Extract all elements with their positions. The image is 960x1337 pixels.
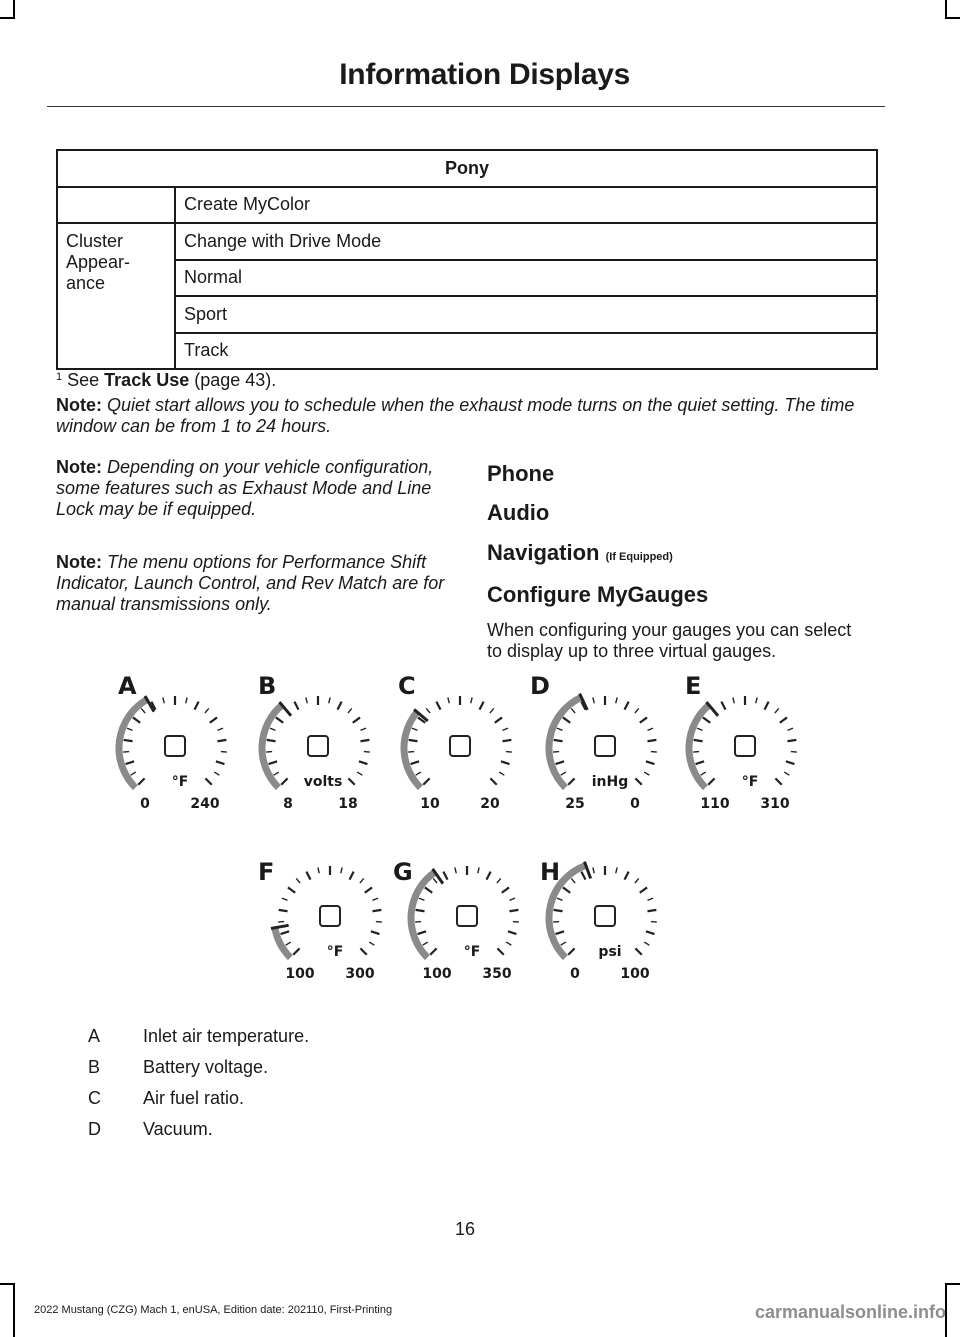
section-configure-mygauges: Configure MyGauges [487,582,709,607]
gauge-tick [780,717,787,722]
gauge-tick [557,898,563,900]
legend-key: B [88,1057,101,1077]
gauge-tick [369,942,374,945]
gauge-tick [276,717,283,722]
gauge-tick [267,740,276,741]
gauge-tick [487,872,491,880]
table-row: Sport [175,296,877,333]
gauge-center-icon [320,906,340,926]
legend-item [88,1026,309,1047]
gauge-tick [210,717,217,722]
note-label: Note: [56,552,102,572]
gauge-min-label: 110 [700,796,730,812]
page-number: 16 [455,1219,476,1239]
gauge-tick [497,878,501,883]
gauge-center-icon [735,736,755,756]
legend-text: Vacuum. [143,1119,213,1139]
navigation-label: Navigation [487,540,600,565]
gauge-tick [775,778,781,784]
gauge-tick [554,740,563,741]
gauge-tick [126,761,135,764]
watermark: carmanualsonline.info [754,1302,946,1322]
section-phone: Phone [487,461,555,486]
gauge-tick [436,702,440,710]
gauge-unit: °F [463,944,481,960]
gauge-center-icon [595,736,615,756]
gauge-tick [561,942,566,945]
gauge-tick [502,887,509,892]
gauge-unit: °F [326,944,344,960]
gauge-tick [495,717,502,722]
gauge-tick [138,778,144,784]
gauge-tick [703,717,710,722]
gauge-max-label: 350 [482,966,512,982]
gauge-tick [348,778,354,784]
crop-mark [0,1283,15,1285]
gauge-unit: °F [171,774,189,790]
gauge-tick [509,898,515,900]
gauge-tick [508,931,517,934]
crop-mark [0,17,15,19]
gauge-tick [270,728,276,730]
gauge-tick [350,872,354,880]
legend-text: Battery voltage. [143,1057,269,1077]
gauge-tick [646,931,655,934]
gauge-tick [360,948,366,954]
note-label: Note: [56,457,102,477]
note-text: The menu options for Performance Shift Indicator, Launch Control, and Rev Match are for manual transmissions only. [56,552,445,614]
gauge-tick [497,948,503,954]
gauge-letter: B [258,672,277,700]
gauge-tick [293,948,299,954]
note-menu-options [56,552,446,615]
footnote-link[interactable]: Track Use [104,370,190,390]
footnote [56,370,276,391]
gauge-tick [625,872,629,880]
gauge-tick [416,772,421,775]
gauges-illustration [0,660,960,1000]
gauge-tick [329,697,330,703]
gauge-tick [430,948,436,954]
gauge-min-label: 0 [570,966,580,982]
gauge-tick [557,728,563,730]
gauge-tick [506,942,511,945]
gauge-max-label: 300 [345,966,375,982]
gauge-tick [635,778,641,784]
gauge-tick [455,867,456,873]
gauge-letter: H [540,858,561,886]
gauge-center-icon [457,906,477,926]
cluster-appearance-label: Cluster Appear-ance [66,231,131,293]
note-text: Depending on your vehicle configuration, some features such as Exhaust Mode and Line Lock may be if equipped. [56,457,434,519]
gauge-tick [646,761,655,764]
table-row: Create MyColor [175,187,877,224]
gauge-unit: psi [598,944,622,960]
gauge-letter: C [398,672,416,700]
gauge-center-icon [595,906,615,926]
crop-mark [13,0,15,18]
gauge-tick [419,898,425,900]
gauge-tick [616,867,617,873]
gauge-unit: volts [303,774,343,790]
gauge-tick [647,728,653,730]
header-divider [47,106,885,107]
gauge-tick [787,740,796,741]
gauge-tick [697,728,703,730]
gauge-tick [501,761,510,764]
gauge-tick [412,728,418,730]
table-row: Change with Drive Mode [175,223,877,260]
gauge-tick [640,717,647,722]
gauge-tick [581,872,585,880]
gauge-tick [765,702,769,710]
gauge-letter: A [118,672,137,700]
gauge-min-label: 25 [565,796,585,812]
gauge-tick [318,867,319,873]
gauge-tick [696,761,705,764]
gauge-tick [338,702,342,710]
gauge-tick [409,740,418,741]
gauge-tick [756,697,757,703]
gauge-tick [274,772,279,775]
gauge-tick [371,931,380,934]
gauge-min-label: 100 [285,966,315,982]
gauge-tick [269,761,278,764]
gauge-center-icon [450,736,470,756]
if-equipped-label: (If Equipped) [605,551,673,563]
table-cell-empty [57,187,175,224]
gauge-fill-arc [689,705,709,787]
gauge-tick [509,910,518,911]
gauge-tick [124,740,133,741]
legend-key: C [88,1088,101,1108]
gauge-tick [279,910,288,911]
gauge-tick [418,931,427,934]
footer-edition: 2022 Mustang (CZG) Mach 1, enUSA, Edition date: 202110, First-Printing [34,1304,393,1316]
gauge-min-label: 0 [140,796,150,812]
legend-text: Air fuel ratio. [143,1088,245,1108]
gauge-tick [216,761,225,764]
gauge-tick [163,697,164,703]
gauge-tick [217,740,226,741]
gauge-tick [694,740,703,741]
crop-mark [945,1283,960,1285]
gauge-tick [561,772,566,775]
gauge-tick [353,717,360,722]
gauge-tick [784,772,789,775]
gauge-tick [701,772,706,775]
gauge-tick [372,898,378,900]
gauge-tick [448,697,449,703]
gauge-tick [644,772,649,775]
gauge-tick [478,867,479,873]
gauge-max-label: 100 [620,966,650,982]
gauge-tick [357,772,362,775]
gauge-tick [426,708,430,713]
gauge-tick [133,717,140,722]
gauge-tick [131,772,136,775]
gauge-letter: G [393,858,413,886]
section-audio: Audio [487,500,550,525]
gauge-tick [647,740,656,741]
gauge-tick [214,772,219,775]
gauge-tick [433,878,437,883]
gauge-tick [647,910,656,911]
gauge-tick [359,761,368,764]
gauge-unit: °F [741,774,759,790]
page-title: Information Displays [339,58,630,91]
gauge-tick [635,878,639,883]
gauge-center-icon [308,736,328,756]
gauge-letter: F [258,858,275,886]
gauge-tick [502,728,508,730]
legend-key: A [88,1026,101,1046]
gauge-tick [341,867,342,873]
gauge-tick [360,728,366,730]
gauge-tick [571,878,575,883]
gauge-tick [205,708,209,713]
legend-item [88,1088,244,1109]
gauge-max-label: 240 [190,796,220,812]
gauge-max-label: 18 [338,796,358,812]
gauge-tick [640,887,647,892]
gauge-tick [423,778,429,784]
gauge-tick [306,872,310,880]
gauge-tick [502,740,511,741]
gauge-tick [571,708,575,713]
table-row: Normal [175,260,877,297]
gauge-tick [490,708,494,713]
table-row: Track [175,333,877,370]
gauge-fill-arc [549,697,581,787]
crop-mark [945,17,960,19]
gauge-tick [480,702,484,710]
gauge-tick [365,887,372,892]
gauge-tick [721,702,725,710]
gauge-tick [288,887,295,892]
legend-text: Inlet air temperature. [143,1026,310,1046]
gauge-tick [554,910,563,911]
gauge-tick [416,910,425,911]
gauge-tick [296,878,300,883]
legend-item [88,1119,213,1140]
gauge-tick [186,697,187,703]
gauge-letter: E [685,672,702,700]
gauge-tick [708,778,714,784]
gauge-tick [644,942,649,945]
gauge-tick [217,728,223,730]
gauge-tick [360,878,364,883]
gauge-tick [593,867,594,873]
gauge-tick [563,887,570,892]
gauge-max-label: 310 [760,796,790,812]
gauge-needle [584,862,590,879]
gauge-letter: D [530,672,550,700]
gauge-tick [127,728,133,730]
gauge-tick [786,761,795,764]
crop-mark [945,0,947,18]
gauge-max-label: 0 [630,796,640,812]
gauge-fill-arc [404,712,420,788]
gauge-tick [281,778,287,784]
gauge-tick [360,740,369,741]
footnote-marker: 1 [56,371,63,383]
note-label: Note: [56,395,102,415]
gauge-tick [443,872,447,880]
table-group-label [57,223,175,369]
gauge-tick [787,728,793,730]
table-title: Pony [57,150,877,187]
gauge-tick [635,948,641,954]
gauge-tick [775,708,779,713]
gauge-tick [471,697,472,703]
gauge-tick [616,697,617,703]
gauge-tick [282,898,288,900]
footnote-post: (page 43). [189,370,277,390]
legend-key: D [88,1119,101,1139]
legend-item [88,1057,268,1078]
gauge-tick [635,708,639,713]
gauge-unit: inHg [591,774,629,790]
gauge-tick [647,898,653,900]
gauge-tick [556,761,565,764]
configure-description: When configuring your gauges you can select to display up to three virtual gauges. [487,620,852,661]
gauge-fill-arc [262,705,282,787]
gauge-tick [205,778,211,784]
gauge-tick [593,697,594,703]
gauge-tick [294,702,298,710]
gauge-tick [556,931,565,934]
footnote-pre: See [67,370,105,390]
note-text: Quiet start allows you to schedule when the exhaust mode turns on the quiet setting. The time window can be from 1 to 24 hours. [56,395,855,436]
gauge-tick [348,708,352,713]
gauge-tick [625,702,629,710]
gauge-min-label: 10 [420,796,440,812]
gauge-tick [490,778,496,784]
gauge-tick [733,697,734,703]
gauge-tick [563,717,570,722]
gauge-tick [286,942,291,945]
gauge-tick [411,761,420,764]
gauge-min-label: 100 [422,966,452,982]
gauge-tick [499,772,504,775]
gauge-tick [141,708,145,713]
gauge-tick [306,697,307,703]
crop-mark [13,1283,15,1337]
gauge-tick [372,910,381,911]
gauge-tick [568,778,574,784]
gauge-tick [281,931,290,934]
note-quiet-start [56,395,886,437]
note-vehicle-config [56,457,446,520]
gauge-center-icon [165,736,185,756]
gauge-tick [568,948,574,954]
pony-settings-table [56,149,878,370]
gauge-tick [423,942,428,945]
section-navigation [487,540,673,566]
gauge-tick [195,702,199,710]
gauge-needle [271,925,289,928]
gauge-tick [425,887,432,892]
gauge-max-label: 20 [480,796,500,812]
gauge-min-label: 8 [283,796,293,812]
